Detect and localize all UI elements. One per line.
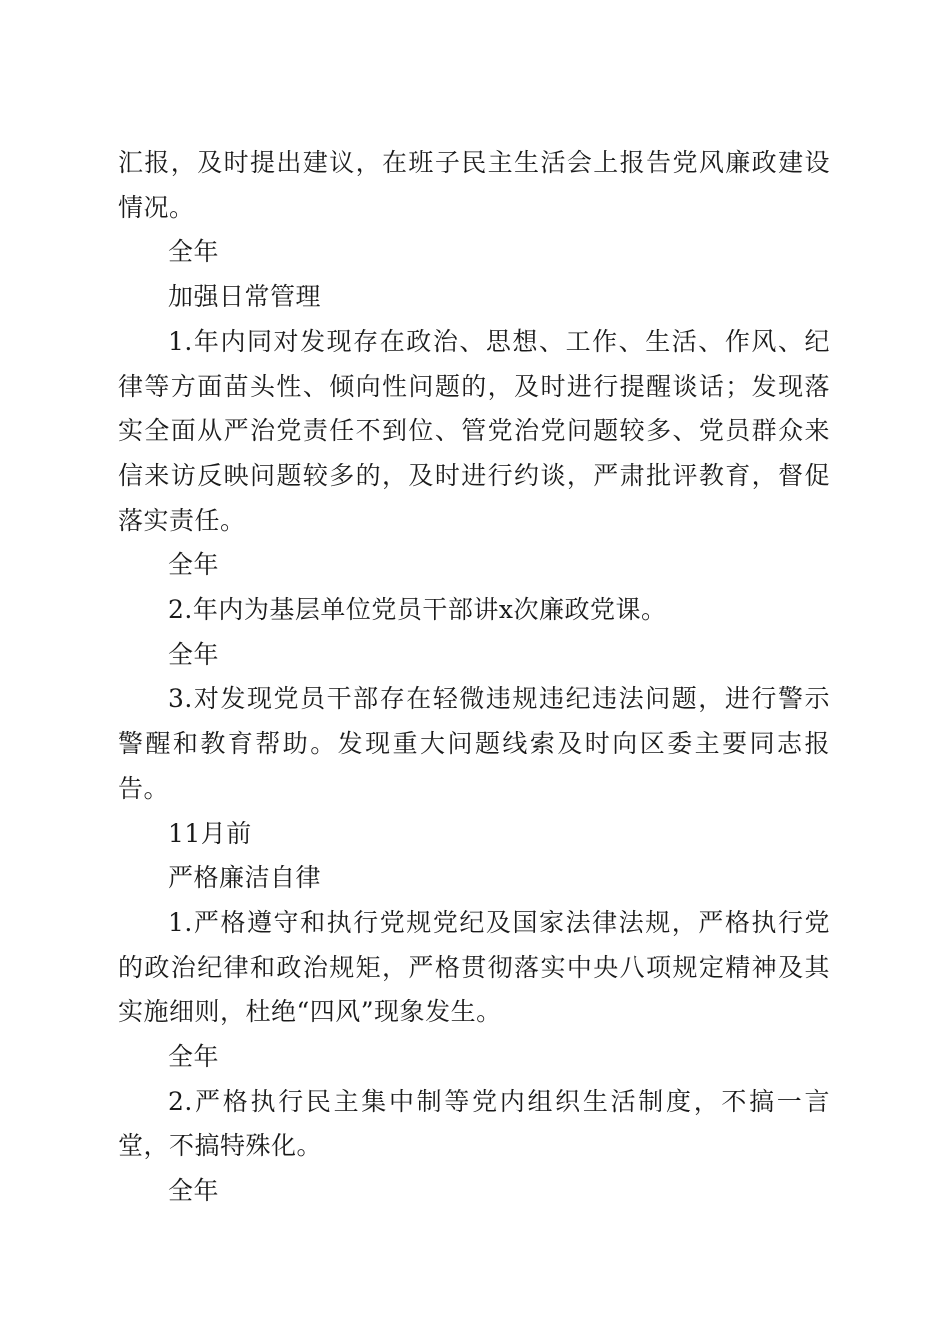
paragraph-continued-report: 汇报，及时提出建议，在班子民主生活会上报告党风廉政建设情况。 — [118, 148, 830, 222]
timeframe-label: 全年 — [168, 550, 220, 580]
paragraph-item-3-warning-education: 3.对发现党员干部存在轻微违规违纪违法问题，进行警示警醒和教育帮助。发现重大问题线索及时向区委主要同志报告。 — [118, 684, 830, 803]
section-heading-daily-management: 加强日常管理 — [168, 282, 322, 312]
paragraph-item-2-democratic-centralism: 2.严格执行民主集中制等党内组织生活制度，不搞一言堂，不搞特殊化。 — [118, 1086, 830, 1161]
document-body — [118, 141, 830, 1214]
timeframe-label: 全年 — [168, 1176, 220, 1206]
timeframe-label: 11月前 — [168, 818, 252, 848]
section-heading-self-discipline: 严格廉洁自律 — [168, 863, 322, 893]
timeframe-label: 全年 — [168, 639, 220, 669]
timeframe-label: 全年 — [168, 1042, 220, 1072]
paragraph-item-2-integrity-lecture: 2.年内为基层单位党员干部讲x次廉政党课。 — [168, 595, 667, 625]
timeframe-label: 全年 — [168, 237, 220, 267]
paragraph-item-1-observe-rules: 1.严格遵守和执行党规党纪及国家法律法规，严格执行党的政治纪律和政治规矩，严格贯彻落实中央八项规定精神及其实施细则，杜绝“四风”现象发生。 — [118, 907, 830, 1027]
paragraph-item-1-reminder-talks: 1.年内同对发现存在政治、思想、工作、生活、作风、纪律等方面苗头性、倾向性问题的，及时进行提醒谈话；发现落实全面从严治党责任不到位、管党治党问题较多、党员群众来信来访反映问题较多的，及时进行约谈，严肃批评教育，督促落实责任。 — [118, 326, 830, 535]
